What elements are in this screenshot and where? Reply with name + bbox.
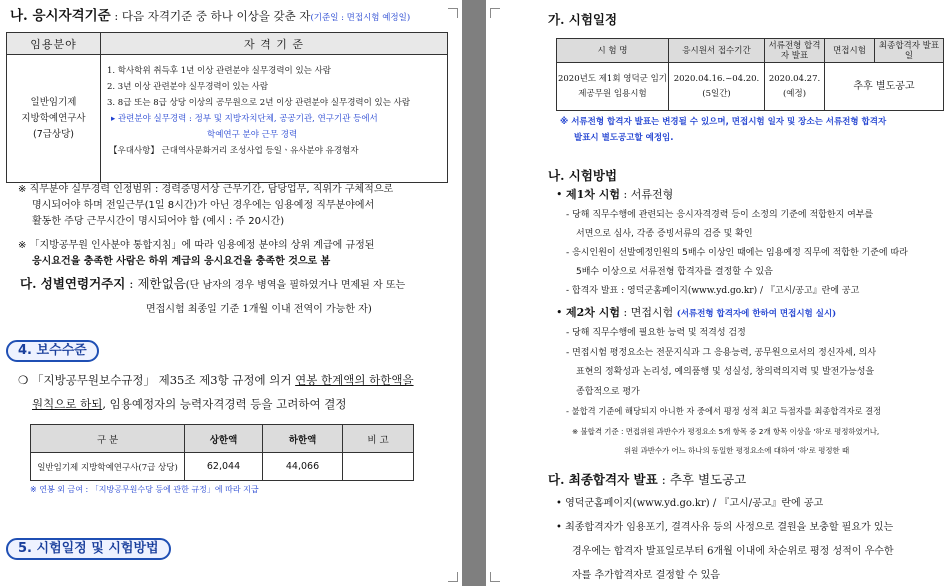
page-corner-mark — [448, 572, 458, 582]
stage2-item: 표현의 정확성과 논리성, 예의품행 및 성실성, 창의력의지력 및 발전가능성을 — [576, 367, 875, 377]
fail-criteria: ※ 불합격 기준 : 면접위원 과반수가 평정요소 5개 항목 중 2개 항목 이상을 '하'로 평정하였거나, — [572, 426, 880, 436]
pay-rule-line-2 — [32, 396, 346, 412]
pay-header: 비 고 — [343, 425, 414, 453]
final-item: • 영덕군홈페이지(www.yd.go.kr) / 『고시/공고』란에 공고 — [556, 498, 824, 509]
condition-item: 3. 8급 또는 8급 상당 이상의 공무원으로 2년 이상 관련분야 실무경력이 있는 사람 — [107, 98, 411, 108]
note-line: ※ 「지방공무원 인사분야 통합지침」에 따라 임용예정 분야의 상위 계급에 규정된 — [18, 240, 375, 251]
pay-rule-underlined: 연봉 한계액의 하한액을 — [295, 373, 414, 387]
stage2-line: • 제2차 시험 : 면접시험 (서류전형 합격자에 한하여 면접시험 실시) — [556, 306, 837, 319]
eligibility-heading: 나. 응시자격기준 — [10, 8, 111, 24]
stage2-label: 제2차 시험 — [566, 306, 620, 319]
note-line: ※ 서류전형 합격자 발표는 변경될 수 있으며, 면접시험 일자 및 장소는 서류전형 합격자 — [560, 117, 887, 127]
final-item: • 최종합격자가 임용포기, 결격사유 등의 사정으로 결원을 보충할 필요가 있는 — [556, 522, 894, 533]
note-line: 발표시 별도공고할 예정임. — [574, 133, 674, 143]
pay-rule-text: , 임용예정자의 능력자격경력 등을 고려하여 결정 — [102, 397, 347, 411]
schedule-header: 최종합격자 발표일 — [875, 39, 944, 63]
preferred-qualification: 【우대사항】 근대역사문화거리 조성사업 등일ㆍ유사분야 유경험자 — [109, 146, 359, 156]
condition-item: 2. 3년 이상 관련분야 실무경력이 있는 사람 — [107, 82, 269, 92]
qualification-table — [6, 32, 448, 183]
final-item: 경우에는 합격자 발표일로부터 6개월 이내에 차순위로 평정 성적이 우수한 — [572, 546, 894, 557]
exam-method-heading: 나. 시험방법 — [548, 168, 618, 183]
stage1-item: - 당해 직무수행에 관련되는 응시자격경력 등이 소정의 기준에 적합한지 여부를 — [566, 210, 874, 220]
final-item: 자를 추가합격자로 결정할 수 있음 — [572, 570, 720, 581]
schedule-cell: 2020.04.27. (예정) — [765, 63, 825, 111]
final-result-line — [548, 470, 746, 488]
pay-cell — [343, 453, 414, 481]
final-result-rest: : 추후 별도공고 — [657, 472, 747, 487]
stage2-items — [566, 324, 881, 461]
stage2-item: - 불합격 기준에 해당되지 아니한 자 중에서 평정 성적 최고 득점자를 최종합격자로 결정 — [566, 406, 882, 416]
section-4-title: 4. 보수수준 — [6, 340, 99, 362]
field-line: 지방학예연구사 — [21, 112, 86, 124]
stage1-label: 제1차 시험 — [566, 188, 620, 201]
page-corner-mark — [448, 8, 458, 18]
pay-cell: 62,044 — [185, 453, 263, 481]
schedule-table — [556, 38, 944, 111]
schedule-header: 면접시험 — [825, 39, 875, 63]
pay-header: 구 분 — [31, 425, 185, 453]
header-condition: 자 격 기 준 — [101, 33, 448, 55]
schedule-header: 시 험 명 — [557, 39, 669, 63]
field-definition-cont: 학예연구 분야 근무 경력 — [207, 130, 298, 140]
gender-age-paren: (단 남자의 경우 병역을 필하였거나 면제된 자 또는 — [185, 280, 406, 291]
gender-age-heading: 다. 성별연령거주지 — [20, 276, 126, 291]
schedule-cell: 추후 별도공고 — [825, 63, 944, 111]
note-line: 응시요건을 충족한 사람은 하위 계급의 응시요건을 충족한 것으로 봄 — [32, 256, 331, 267]
stage1-item: 서면으로 심사, 각종 증빙서류의 검증 및 확인 — [576, 229, 753, 239]
stage1-item: - 합격자 발표 : 영덕군홈페이지(www.yd.go.kr) / 『고시/공고』란에 공고 — [566, 286, 860, 296]
stage2-item: - 면접시험 평정요소는 전문지식과 그 응용능력, 공무원으로서의 정신자세, 의사 — [566, 347, 877, 358]
stage1-rest: : 서류전형 — [620, 188, 674, 201]
pay-header: 하한액 — [263, 425, 343, 453]
fail-criteria-cont: 위원 과반수가 어느 하나의 동일한 평정요소에 대하여 '하'로 평정한 때 — [624, 446, 850, 455]
header-field: 임용분야 — [7, 33, 101, 55]
stage2-item: - 당해 직무수행에 필요한 능력 및 적격성 검정 — [566, 328, 746, 338]
eligibility-heading-line — [10, 4, 410, 24]
page-corner-mark — [490, 572, 500, 582]
pay-cell: 44,066 — [263, 453, 343, 481]
integrated-guideline-note — [18, 238, 374, 270]
pay-rule-underlined: 원칙으로 하되 — [32, 397, 103, 411]
schedule-note — [560, 114, 886, 146]
schedule-header: 응시원서 접수기간 — [669, 39, 765, 63]
stage2-paren: (서류전형 합격자에 한하여 면접시험 실시) — [676, 309, 837, 319]
gender-age-rest: : 제한없음 — [125, 276, 186, 291]
schedule-heading: 가. 시험일정 — [548, 12, 618, 27]
field-cell — [7, 55, 101, 183]
pay-table-note: ※ 연봉 외 금여 : 「지방공무원수당 등에 관한 규정」에 따라 지급 — [30, 485, 259, 494]
condition-item: 1. 학사학위 취득후 1년 이상 관련분야 실무경력이 있는 사람 — [107, 66, 331, 76]
page-corner-mark — [490, 8, 500, 18]
stage1-line: • 제1차 시험 : 서류전형 — [556, 188, 674, 201]
stage1-item: - 응시인원이 선발예정인원의 5배수 이상인 때에는 임용예정 직무에 적합한 기준에 따라 — [566, 248, 908, 258]
note-line: 활동한 주당 근무시간이 명시되어야 함 (예시 : 주 20시간) — [32, 216, 285, 227]
schedule-cell: 2020.04.16.~04.20. (5일간) — [669, 63, 765, 111]
note-line: 명시되어야 하며 전일근무(1일 8시간)가 아닌 경우에는 임용예정 직무분야에서 — [32, 200, 375, 211]
condition-cell — [101, 55, 448, 183]
section-5-title: 5. 시험일정 및 시험방법 — [6, 538, 171, 560]
pay-table — [30, 424, 414, 481]
pay-rule-text: ❍ 「지방공무원보수규정」 제35조 제3항 규정에 의거 — [18, 373, 296, 387]
eligibility-heading-rest: : 다음 자격기준 중 하나 이상을 갖춘 자 — [110, 9, 311, 23]
note-line: ※ 직무분야 실무경력 인정범위 : 경력증명서상 근무기간, 담당업무, 직위가 구체적으로 — [18, 184, 394, 195]
stage1-item: 5배수 이상으로 서류전형 합격자를 결정할 수 있음 — [576, 267, 773, 277]
final-result-items — [556, 492, 894, 586]
gender-age-paren-cont: 면접시험 최종일 기준 1개월 이내 전역이 가능한 자) — [146, 304, 372, 315]
field-definition: ▸ 관련분야 실무경력 : 정부 및 지방자치단체, 공공기관, 연구기관 등에서 — [111, 114, 378, 124]
right-page — [486, 0, 948, 586]
pay-cell: 일반임기제 지방학예연구사(7급 상당) — [31, 453, 185, 481]
eligibility-reference-note: (기준일 : 면접시험 예정일) — [310, 13, 411, 23]
field-line: (7급상당) — [33, 128, 74, 140]
field-line: 일반임기제 — [30, 96, 77, 108]
pay-header: 상한액 — [185, 425, 263, 453]
stage2-item: 종합적으로 평가 — [576, 386, 640, 397]
left-page — [0, 0, 462, 586]
pay-rule-line-1 — [18, 372, 414, 388]
stage2-rest: : 면접시험 — [620, 306, 674, 319]
schedule-header: 서류전형 합격자 발표 — [765, 39, 825, 63]
schedule-cell: 2020년도 제1회 영덕군 임기제공무원 임용시험 — [557, 63, 669, 111]
stage1-items — [566, 206, 908, 301]
final-result-heading: 다. 최종합격자 발표 — [548, 472, 658, 487]
gender-age-line — [20, 274, 405, 292]
career-recognition-note — [18, 182, 393, 230]
